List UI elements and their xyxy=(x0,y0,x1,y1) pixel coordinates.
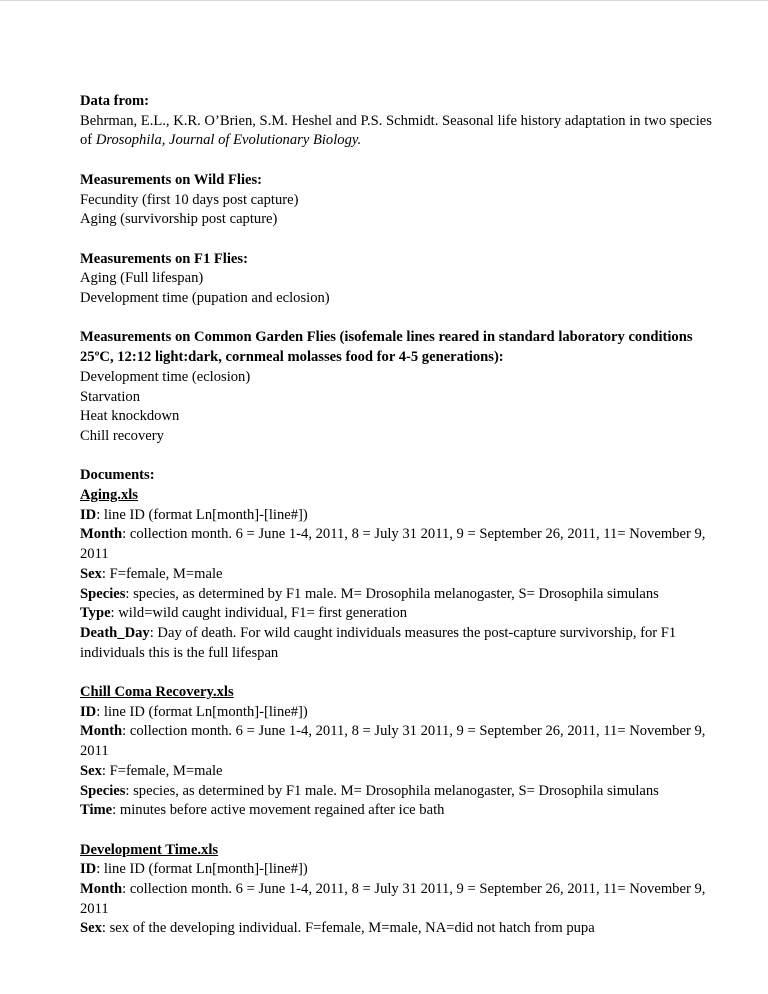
field-description xyxy=(80,801,720,821)
field-key: Time xyxy=(80,802,113,819)
field-desc: : sex of the developing individual. F=female, M=male, NA=did not hatch from pupa xyxy=(101,920,595,937)
file-section-development-time xyxy=(80,841,720,940)
field-key: Month xyxy=(80,526,123,543)
field-key: Sex xyxy=(80,565,102,582)
f1-flies-item: Development time (pupation and eclosion) xyxy=(80,290,330,306)
field-desc: : F=female, M=male xyxy=(101,565,223,582)
common-garden-item: Chill recovery xyxy=(80,427,164,444)
field-desc: : species, as determined by F1 male. M= Drosophila melanogaster, S= Drosophila simulans xyxy=(125,782,659,799)
field-desc: : line ID (format Ln[month]-[line#]) xyxy=(96,703,308,720)
documents-heading: Documents: xyxy=(80,467,155,484)
field-desc: : line ID (format Ln[month]-[line#]) xyxy=(96,861,308,878)
citation-section xyxy=(80,92,720,151)
field-description xyxy=(80,525,720,564)
common-garden-heading: Measurements on Common Garden Flies (isofemale lines reared in standard laboratory conditions 25ºC, 12:12 light:dark, cornmeal molasses food for 4-5 generations): xyxy=(80,329,693,366)
field-key: Sex xyxy=(80,762,102,779)
common-garden-item: Starvation xyxy=(80,388,140,405)
field-description xyxy=(80,722,720,761)
field-description xyxy=(80,565,720,585)
citation-authors: Behrman, E.L., K.R. O’Brien, S.M. Heshel and P.S. Schmidt. Seasonal life history adaptation in two species of xyxy=(80,112,712,149)
citation-text xyxy=(80,112,720,151)
field-description xyxy=(80,506,720,526)
f1-flies-heading: Measurements on F1 Flies: xyxy=(80,250,248,267)
file-name: Chill Coma Recovery.xls xyxy=(80,684,234,701)
field-key: Death_Day xyxy=(80,624,150,641)
field-description xyxy=(80,624,720,663)
f1-flies-section xyxy=(80,250,720,309)
field-key: ID xyxy=(80,861,97,878)
f1-flies-item: Aging (Full lifespan) xyxy=(80,270,204,287)
common-garden-item: Heat knockdown xyxy=(80,408,180,425)
field-description xyxy=(80,880,720,919)
field-description xyxy=(80,703,720,723)
field-desc: : line ID (format Ln[month]-[line#]) xyxy=(96,506,308,523)
field-desc: : minutes before active movement regained after ice bath xyxy=(112,802,445,819)
field-description xyxy=(80,919,720,939)
document-body xyxy=(80,92,720,939)
file-section-aging xyxy=(80,486,720,663)
file-name: Development Time.xls xyxy=(80,841,219,858)
file-section-chill-coma xyxy=(80,683,720,821)
common-garden-section xyxy=(80,328,720,446)
field-desc: : Day of death. For wild caught individuals measures the post-capture survivorship, for F1 individuals this is the full lifespan xyxy=(80,624,677,661)
citation-journal: Drosophila, Journal of Evolutionary Biology. xyxy=(95,132,362,149)
field-key: Type xyxy=(80,605,111,622)
field-key: Month xyxy=(80,881,123,898)
field-key: Species xyxy=(80,585,126,602)
file-name: Aging.xls xyxy=(80,487,138,503)
field-desc: : collection month. 6 = June 1-4, 2011, 8 = July 31 2011, 9 = September 26, 2011, 11= November 9, 2011 xyxy=(80,526,706,563)
field-description xyxy=(80,604,720,624)
wild-flies-heading: Measurements on Wild Flies: xyxy=(80,171,263,188)
common-garden-item: Development time (eclosion) xyxy=(80,368,251,385)
field-key: ID xyxy=(80,703,97,720)
field-desc: : species, as determined by F1 male. M= Drosophila melanogaster, S= Drosophila simulans xyxy=(125,585,659,602)
field-description xyxy=(80,762,720,782)
field-desc: : collection month. 6 = June 1-4, 2011, 8 = July 31 2011, 9 = September 26, 2011, 11= November 9, 2011 xyxy=(80,723,706,760)
citation-heading: Data from: xyxy=(80,93,150,109)
field-description xyxy=(80,782,720,802)
wild-flies-item: Aging (survivorship post capture) xyxy=(80,211,278,228)
field-key: Month xyxy=(80,723,123,740)
field-key: Sex xyxy=(80,920,102,937)
field-desc: : wild=wild caught individual, F1= first generation xyxy=(110,605,408,622)
field-description xyxy=(80,585,720,605)
wild-flies-section xyxy=(80,171,720,230)
documents-section xyxy=(80,466,720,939)
field-key: Species xyxy=(80,782,126,799)
field-key: ID xyxy=(80,506,97,523)
field-description xyxy=(80,860,720,880)
field-desc: : F=female, M=male xyxy=(101,762,223,779)
wild-flies-item: Fecundity (first 10 days post capture) xyxy=(80,191,299,208)
field-desc: : collection month. 6 = June 1-4, 2011, 8 = July 31 2011, 9 = September 26, 2011, 11= November 9, 2011 xyxy=(80,881,706,917)
